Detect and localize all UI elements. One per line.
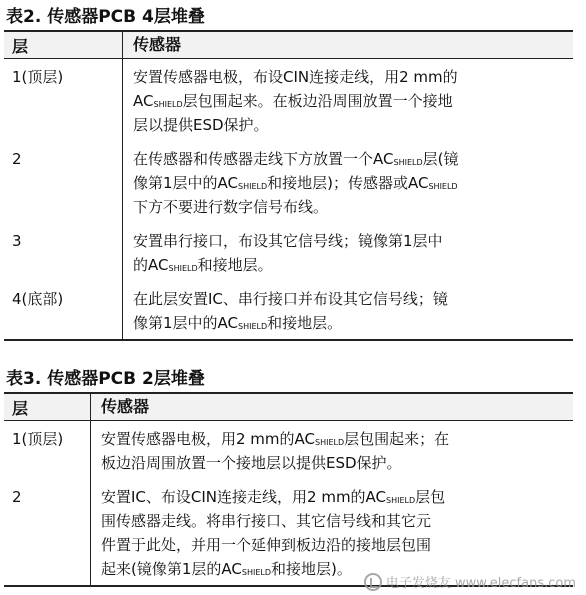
description-cell [90, 421, 573, 479]
layer-cell: 1(顶层) [12, 430, 64, 448]
description-line [101, 451, 565, 475]
text-segment: 安置串行接口，布设其它信号线；镜像第1层中 [133, 232, 443, 250]
subscript-shield: SHIELD [386, 496, 416, 505]
text-segment: 和接地层。 [197, 256, 273, 274]
description-line [133, 65, 565, 89]
subscript-shield: SHIELD [238, 322, 268, 331]
layer-cell: 4(底部) [12, 290, 64, 308]
description-line [133, 311, 565, 335]
layer-cell: 3 [12, 232, 22, 250]
layer-cell: 1(顶层) [12, 68, 64, 86]
table-header [4, 30, 573, 59]
text-segment: 的AC [133, 256, 169, 274]
description-line [101, 533, 565, 557]
subscript-shield: SHIELD [393, 158, 423, 167]
text-segment: 安置IC、布设CIN连接走线，用2 mm的AC [101, 488, 387, 506]
description-line [133, 287, 565, 311]
text-segment: AC [133, 92, 154, 110]
text-segment: 件置于此处，并用一个延伸到板边沿的接地层包围 [101, 536, 432, 554]
header-layer: 层 [12, 398, 29, 418]
subscript-shield: SHIELD [315, 438, 345, 447]
watermark-text: 电子发烧友 www.elecfans.com [385, 576, 576, 591]
subscript-shield: SHIELD [238, 182, 268, 191]
description-line [133, 147, 565, 171]
subscript-shield: SHIELD [241, 568, 271, 577]
description-line [133, 89, 565, 113]
description-line [101, 427, 565, 451]
text-segment: 层包围起来；在 [344, 430, 450, 448]
table-title: 表2. 传感器PCB 4层堆叠 [6, 7, 205, 27]
table-row [4, 223, 573, 281]
layer-cell: 2 [12, 488, 22, 506]
text-segment: 层(镜 [422, 150, 459, 168]
table-row [4, 281, 573, 339]
header-sensor: 传感器 [90, 394, 573, 420]
text-segment: 起来(镜像第1层的AC [101, 560, 242, 578]
text-segment: 像第1层中的AC [133, 174, 239, 192]
description-line [133, 253, 565, 277]
table-row [4, 479, 573, 585]
layer-cell: 2 [12, 150, 22, 168]
description-cell [122, 59, 573, 141]
header-sensor: 传感器 [122, 32, 573, 58]
text-segment: 在此层安置IC、串行接口并布设其它信号线；镜 [133, 290, 448, 308]
text-segment: 层包围起来。在板边沿周围放置一个接地 [182, 92, 453, 110]
subscript-shield: SHIELD [168, 264, 198, 273]
table-title: 表3. 传感器PCB 2层堆叠 [6, 369, 205, 389]
text-segment: 围传感器走线。将串行接口、其它信号线和其它元 [101, 512, 432, 530]
description-cell [122, 281, 573, 339]
subscript-shield: SHIELD [153, 100, 183, 109]
table-header [4, 392, 573, 421]
description-line [101, 485, 565, 509]
text-segment: 和接地层)。 [271, 560, 352, 578]
table-body [4, 421, 573, 585]
header-layer: 层 [12, 36, 29, 56]
text-segment: 层以提供ESD保护。 [133, 116, 269, 134]
table-body [4, 59, 573, 339]
description-cell [90, 479, 573, 585]
text-segment: 和接地层。 [267, 314, 343, 332]
description-line [101, 509, 565, 533]
table-row [4, 141, 573, 223]
description-line [133, 113, 565, 137]
text-segment: 和接地层)；传感器或AC [267, 174, 429, 192]
subscript-shield: SHIELD [428, 182, 458, 191]
watermark [364, 572, 576, 591]
text-segment: 下方不要进行数字信号布线。 [133, 198, 329, 216]
table-bottom-rule [4, 339, 573, 341]
description-cell [122, 223, 573, 281]
text-segment: 层包 [415, 488, 446, 506]
table-row [4, 421, 573, 479]
description-line [133, 195, 565, 219]
table-4-layer [4, 6, 573, 341]
text-segment: 安置传感器电极，用2 mm的AC [101, 430, 316, 448]
description-cell [122, 141, 573, 223]
description-line [133, 171, 565, 195]
text-segment: 像第1层中的AC [133, 314, 239, 332]
description-line [133, 229, 565, 253]
elecfans-logo-icon [364, 573, 382, 591]
text-segment: 在传感器和传感器走线下方放置一个AC [133, 150, 394, 168]
text-segment: 安置传感器电极，布设CIN连接走线，用2 mm的 [133, 68, 458, 86]
table-2-layer [4, 368, 573, 587]
text-segment: 板边沿周围放置一个接地层以提供ESD保护。 [101, 454, 402, 472]
table-row [4, 59, 573, 141]
